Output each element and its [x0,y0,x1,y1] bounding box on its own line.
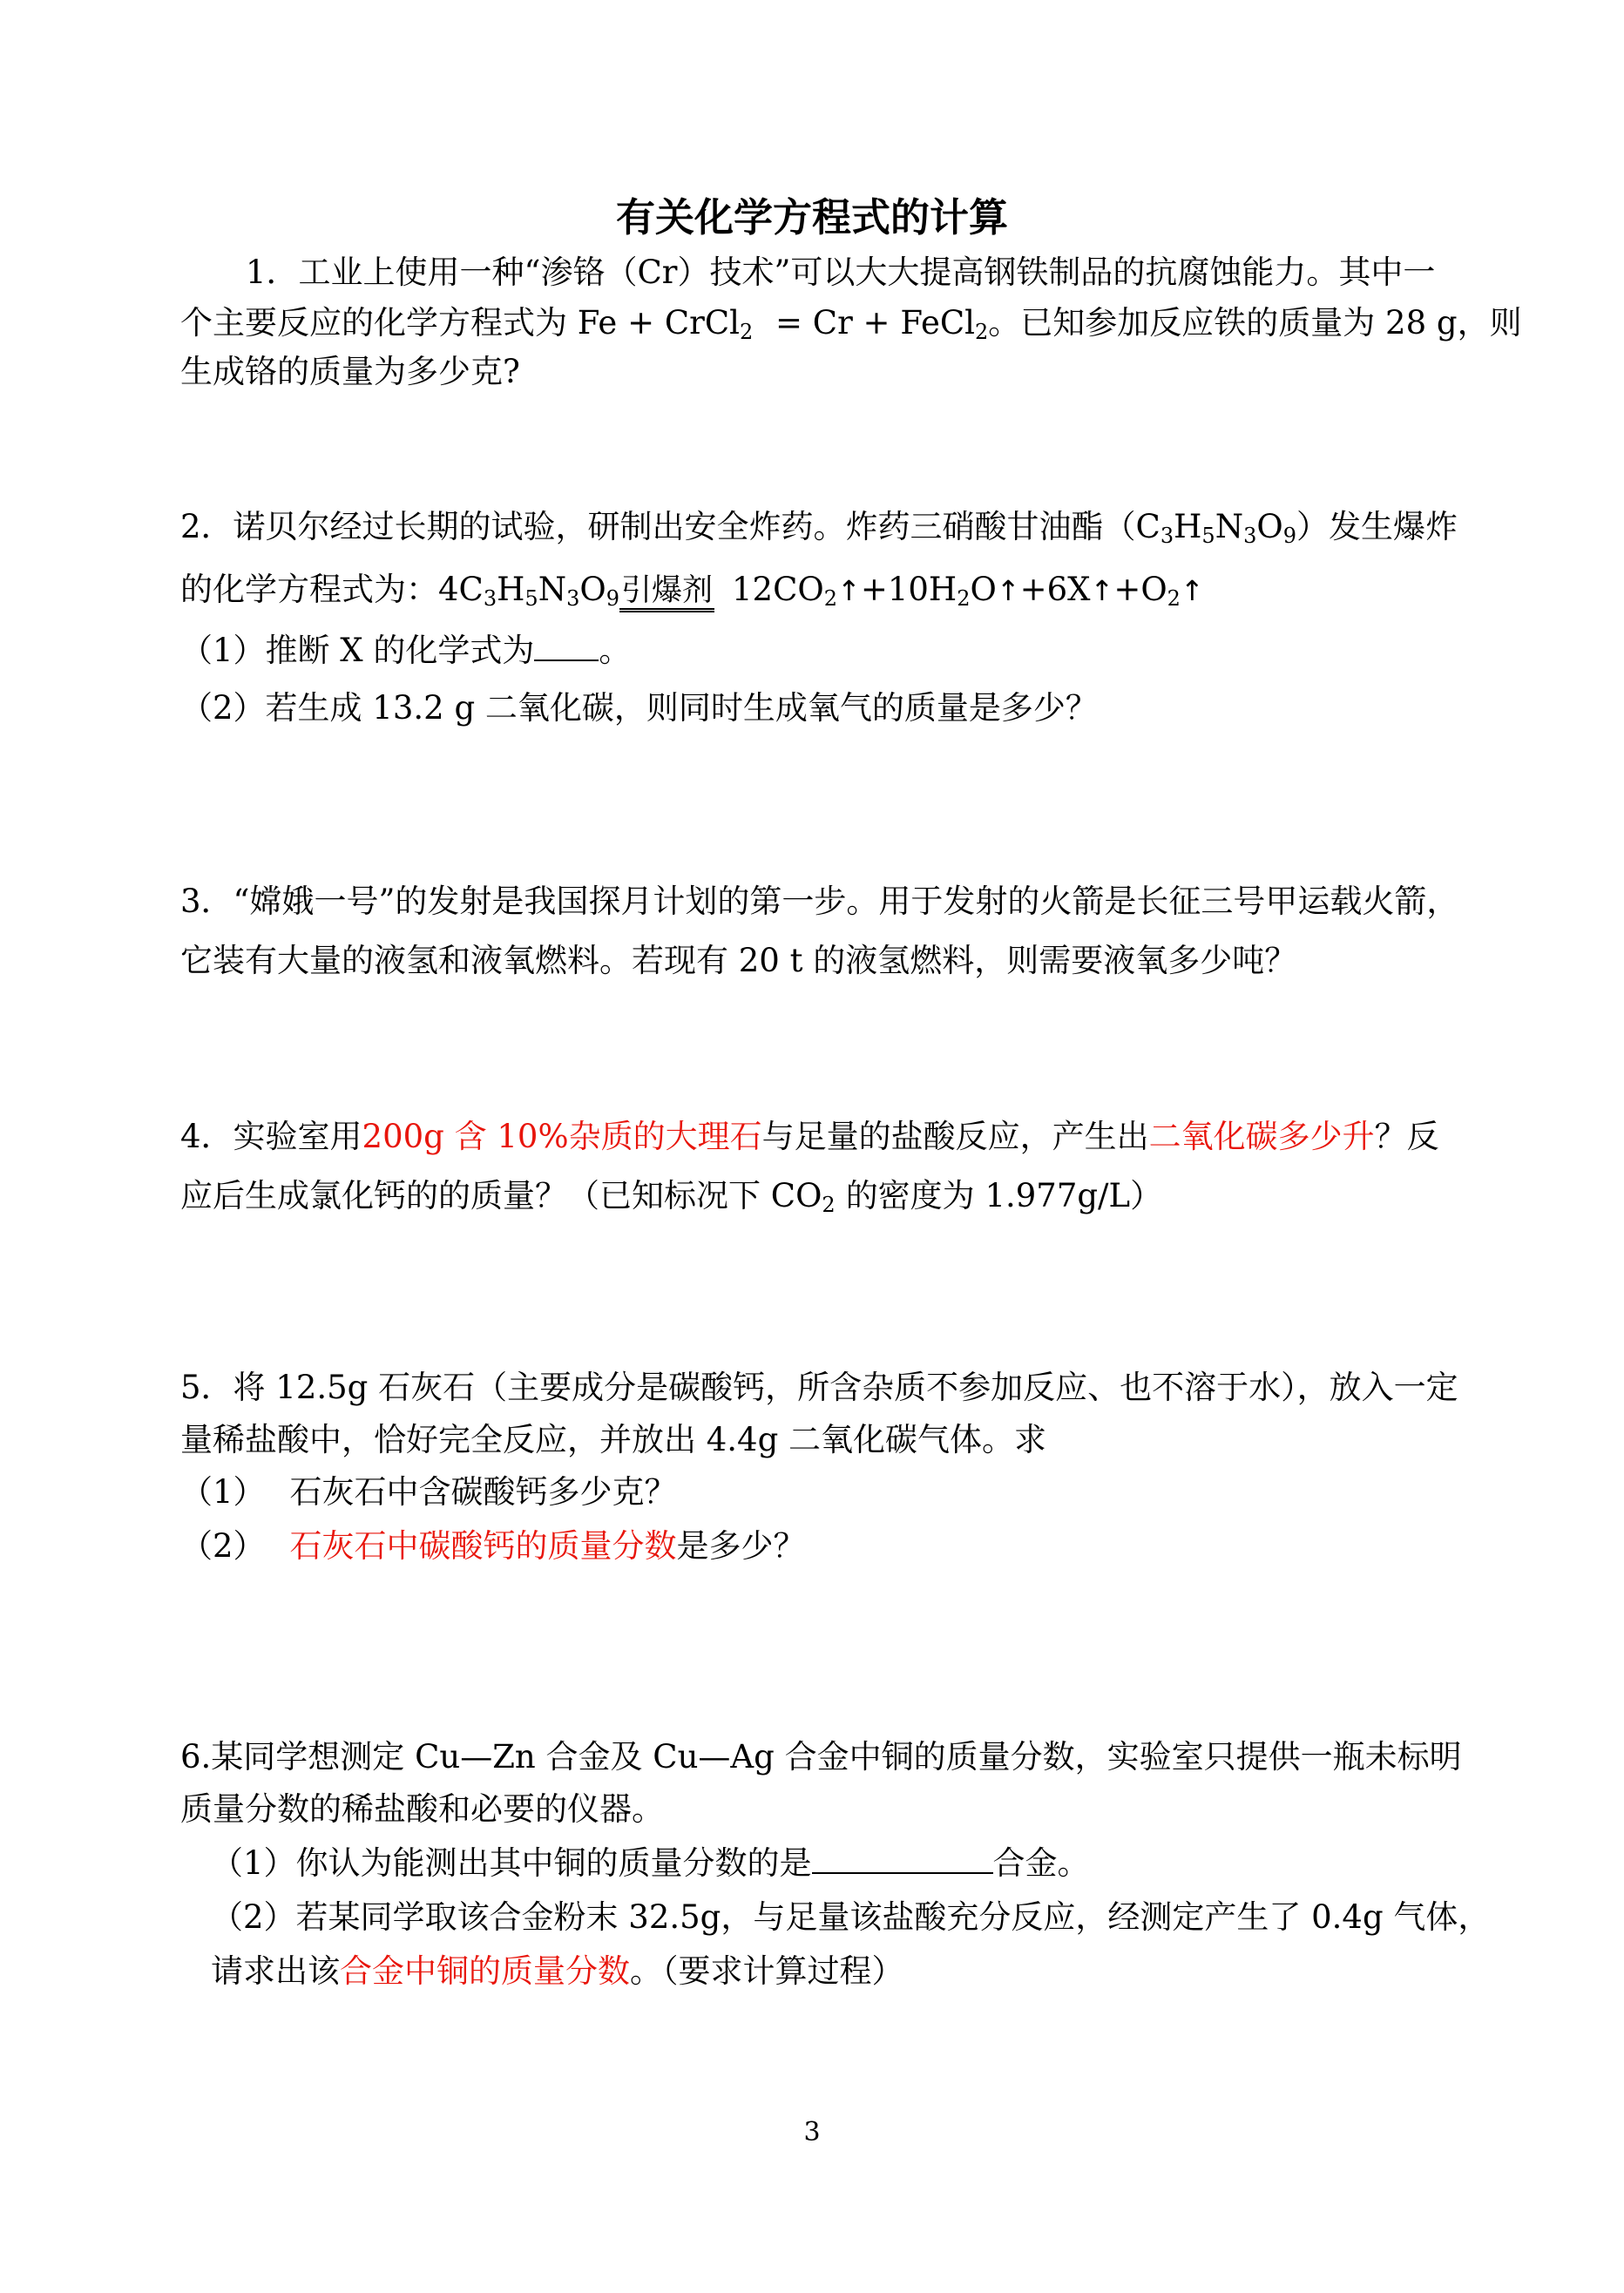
q6-line2: 质量分数的稀盐酸和必要的仪器。 [180,1790,664,1828]
q6-sub1 [211,1842,1090,1885]
q3-line1: 3．“嫦娥一号”的发射是我国探月计划的第一步。用于发射的火箭是长征三号甲运载火箭， [180,883,1459,920]
q2-line1-n: N [1215,508,1244,545]
q6-sub2: （2）若某同学取该合金粉末 32.5g，与足量该盐酸充分反应，经测定产生了 0.4g 气体， [211,1898,1491,1936]
q4-text-c: 与足量的盐酸反应，产生出 [761,1118,1149,1155]
subscript: 9 [606,586,619,611]
q4-line2 [180,1174,1162,1218]
q2-product-h2o-o: O [970,571,997,608]
q2-eq-lead: 的化学方程式为：4C [180,571,484,608]
subscript: 2 [1167,586,1181,611]
q4-line2-text-a: 应后生成氯化钙的的质量？（已知标况下 CO [180,1177,822,1214]
q1-line1: 1．工业上使用一种“渗铬（Cr）技术”可以大大提高钢铁制品的抗腐蚀能力。其中一 [246,254,1436,291]
q5-line1: 5．将 12.5g 石灰石（主要成分是碳酸钙，所含杂质不参加反应、也不溶于水），放入一定 [180,1369,1458,1406]
q2-line1-text-e: ）发生爆炸 [1296,508,1458,545]
q4-text-e: ？反 [1374,1118,1439,1155]
q2-equation-line [180,568,1204,612]
q5-line2: 量稀盐酸中，恰好完全反应，并放出 4.4g 二氧化碳气体。求 [180,1421,1047,1458]
q2-line1-o: O [1256,508,1283,545]
page-title: 有关化学方程式的计算 [615,194,1008,240]
q5-sub2-highlight: 石灰石中碳酸钙的质量分数 [289,1527,677,1565]
q2-product-o2: +O [1113,571,1167,608]
subscript: 3 [566,586,580,611]
q6-sub1-text: （1）你认为能测出其中铜的质量分数的是 [211,1844,812,1882]
q4-highlight-marble: 200g 含 10%杂质的大理石 [362,1118,762,1155]
q1-line2 [180,301,1522,345]
q6-sub3 [211,1950,904,1993]
q4-line2-text-b: 的密度为 1.977g/L） [845,1177,1163,1214]
subscript: 5 [524,586,538,611]
q5-sub1-text: 石灰石中含碳酸钙多少克？ [289,1473,677,1511]
subscript: 2 [957,586,971,611]
q5-sub2-number: （2） [180,1527,266,1565]
gas-arrow-icon: ↑ [1180,574,1204,607]
q2-sub2: （2）若生成 13.2 g 二氧化碳，则同时生成氧气的质量是多少？ [180,689,1098,727]
q5-sub1-number: （1） [180,1473,266,1511]
subscript: 2 [822,1193,836,1217]
q1-line2-text-b: = Cr + FeCl [775,304,976,342]
subscript: 3 [1243,524,1257,548]
q2-line1 [180,505,1458,549]
subscript: 2 [739,320,754,344]
subscript: 3 [1160,524,1174,548]
q2-line1-h: H [1174,508,1202,545]
q6-sub3-text-c: 。（要求计算过程） [630,1952,904,1990]
q4-highlight-co2: 二氧化碳多少升 [1148,1118,1375,1155]
q3-line2: 它装有大量的液氢和液氧燃料。若现有 20 t 的液氢燃料，则需要液氧多少吨？ [180,942,1297,979]
subscript: 2 [975,320,989,344]
q2-sub1 [180,629,631,673]
subscript: 3 [483,586,497,611]
q6-sub3-highlight: 合金中铜的质量分数 [340,1952,630,1990]
q1-line2-text-c: 。已知参加反应铁的质量为 28 g，则 [988,304,1522,342]
subscript: 5 [1201,524,1215,548]
q2-eq-o: O [579,571,606,608]
q6-line1: 6.某同学想测定 Cu—Zn 合金及 Cu—Ag 合金中铜的质量分数，实验室只提供一瓶未标明 [180,1738,1462,1776]
q6-sub3-text-a: 请求出该 [211,1952,340,1990]
q6-sub1-end: 合金。 [992,1844,1090,1882]
gas-arrow-icon: ↑ [996,574,1020,607]
subscript: 2 [823,586,838,611]
q2-sub1-end: 。 [599,632,632,669]
q5-sub2-text: 是多少？ [676,1527,806,1565]
q2-line1-text-a: 2．诺贝尔经过长期的试验，研制出安全炸药。炸药三硝酸甘油酯（C [180,508,1160,545]
page-number: 3 [803,2117,821,2148]
q4-line1 [180,1115,1439,1159]
q5-sub1 [180,1471,677,1514]
gas-arrow-icon: ↑ [837,574,861,607]
q2-eq-n: N [538,571,567,608]
q2-eq-h: H [497,571,525,608]
q2-product-co2: 12CO [732,571,824,608]
q2-product-x: +6X [1019,571,1091,608]
gas-arrow-icon: ↑ [1090,574,1114,607]
q5-sub2 [180,1525,806,1568]
q4-text-a: 4．实验室用 [180,1118,362,1155]
subscript: 9 [1282,524,1296,548]
answer-blank[interactable] [534,630,599,661]
q1-line2-text-a: 个主要反应的化学方程式为 Fe + CrCl [180,304,740,342]
q2-sub1-text: （1）推断 X 的化学式为 [180,632,535,669]
q2-product-h2o: +10H [860,571,957,608]
reaction-condition: 引爆剂 [619,573,714,612]
answer-blank[interactable] [812,1843,993,1874]
q1-line3: 生成铬的质量为多少克? [180,353,520,390]
